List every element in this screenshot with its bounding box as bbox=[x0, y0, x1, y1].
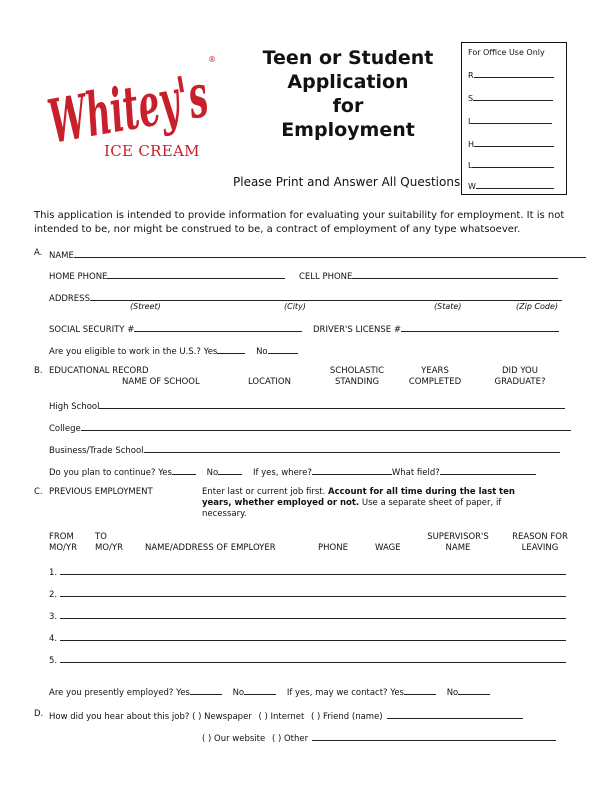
employment-row: 2. bbox=[49, 587, 566, 600]
office-row-i: I bbox=[468, 115, 552, 126]
friend-name-field[interactable] bbox=[387, 709, 523, 719]
cell-phone-row: CELL PHONE bbox=[299, 269, 558, 282]
hear-about-row-2 bbox=[202, 731, 556, 744]
license-row: DRIVER'S LICENSE # bbox=[313, 322, 559, 335]
license-field[interactable] bbox=[401, 322, 559, 332]
office-row-h: H bbox=[468, 138, 554, 149]
years-header: YEARS COMPLETED bbox=[408, 366, 462, 387]
office-row-l: L bbox=[468, 159, 554, 170]
eligible-no-field[interactable] bbox=[268, 344, 298, 354]
name-row: NAME bbox=[49, 248, 586, 261]
website-option[interactable]: ( ) Our website bbox=[202, 734, 266, 744]
address-field[interactable] bbox=[90, 291, 562, 301]
employment-row: 4. bbox=[49, 631, 566, 644]
newspaper-option[interactable]: ( ) Newspaper bbox=[192, 712, 252, 722]
educational-record-label: EDUCATIONAL RECORD bbox=[49, 366, 149, 376]
business-field[interactable] bbox=[144, 443, 560, 453]
previous-employment-label: PREVIOUS EMPLOYMENT bbox=[49, 487, 153, 497]
employment-line[interactable] bbox=[60, 653, 566, 663]
other-option[interactable]: ( ) Other bbox=[271, 734, 309, 744]
employer-header: NAME/ADDRESS OF EMPLOYER bbox=[145, 543, 276, 553]
eligible-row: Are you eligible to work in the U.S.? Yes No bbox=[49, 344, 298, 357]
employment-line[interactable] bbox=[60, 609, 566, 619]
presently-employed-row: Are you presently employed? Yes No If yes, may we contact? Yes No bbox=[49, 685, 490, 698]
eligible-yes-field[interactable] bbox=[217, 344, 245, 354]
what-field-field[interactable] bbox=[440, 465, 536, 475]
ssn-field[interactable] bbox=[134, 322, 302, 332]
address-row: ADDRESS bbox=[49, 291, 562, 304]
title-line-1: Teen or Student bbox=[262, 47, 434, 69]
office-s-line[interactable] bbox=[473, 92, 553, 101]
section-b-letter: B. bbox=[34, 366, 43, 376]
hear-about-row: How did you hear about this job? ( ) Newspaper ( ) Internet ( ) Friend (name) bbox=[49, 709, 523, 722]
employment-line[interactable] bbox=[60, 565, 566, 575]
school-name-header: NAME OF SCHOOL bbox=[122, 377, 200, 387]
presently-yes-field[interactable] bbox=[190, 685, 222, 695]
supervisor-header: SUPERVISOR'S NAME bbox=[427, 532, 489, 553]
friend-option[interactable]: ( ) Friend (name) bbox=[311, 712, 383, 722]
office-use-box bbox=[461, 42, 567, 195]
form-subtitle: Please Print and Answer All Questions bbox=[233, 175, 461, 189]
office-row-w: W bbox=[468, 180, 554, 191]
other-field[interactable] bbox=[312, 731, 556, 741]
registered-mark: ® bbox=[208, 55, 216, 64]
office-i-line[interactable] bbox=[470, 115, 552, 124]
title-line-2: Application bbox=[287, 71, 409, 93]
logo-brand-text: Whitey's bbox=[44, 48, 220, 158]
wage-header: WAGE bbox=[375, 543, 401, 553]
employment-row: 1. bbox=[49, 565, 566, 578]
college-field[interactable] bbox=[81, 421, 571, 431]
office-w-line[interactable] bbox=[476, 180, 554, 189]
from-header: FROM MO/YR bbox=[49, 532, 77, 553]
city-caption: (City) bbox=[284, 302, 306, 311]
home-phone-field[interactable] bbox=[107, 269, 285, 279]
reason-header: REASON FOR LEAVING bbox=[512, 532, 568, 553]
title-line-4: Employment bbox=[281, 119, 415, 141]
business-row: Business/Trade School bbox=[49, 443, 560, 456]
scholastic-header: SCHOLASTIC STANDING bbox=[329, 366, 385, 387]
where-field[interactable] bbox=[312, 465, 392, 475]
presently-no-field[interactable] bbox=[244, 685, 276, 695]
high-school-field[interactable] bbox=[99, 399, 565, 409]
office-r-line[interactable] bbox=[474, 69, 554, 78]
cell-phone-field[interactable] bbox=[352, 269, 558, 279]
phone-header: PHONE bbox=[318, 543, 348, 553]
college-row: College bbox=[49, 421, 571, 434]
continue-yes-field[interactable] bbox=[172, 465, 196, 475]
contact-no-field[interactable] bbox=[458, 685, 490, 695]
employment-line[interactable] bbox=[60, 587, 566, 597]
office-l-line[interactable] bbox=[472, 159, 554, 168]
office-row-s: S bbox=[468, 92, 553, 103]
home-phone-row: HOME PHONE bbox=[49, 269, 285, 282]
title-line-3: for bbox=[332, 95, 364, 117]
section-a-letter: A. bbox=[34, 248, 43, 258]
street-caption: (Street) bbox=[130, 302, 161, 311]
location-header: LOCATION bbox=[248, 377, 291, 387]
section-d-letter: D. bbox=[34, 709, 44, 719]
employment-instructions: Enter last or current job first. Account for all time during the last ten years, whether employed or not. Use a separate sheet of paper, if necessary. bbox=[202, 487, 515, 519]
office-use-header: For Office Use Only bbox=[468, 48, 545, 57]
form-title bbox=[258, 46, 438, 142]
contact-yes-field[interactable] bbox=[404, 685, 436, 695]
office-h-line[interactable] bbox=[474, 138, 554, 147]
to-header: TO MO/YR bbox=[95, 532, 123, 553]
internet-option[interactable]: ( ) Internet bbox=[258, 712, 305, 722]
zip-caption: (Zip Code) bbox=[516, 302, 559, 311]
employment-line[interactable] bbox=[60, 631, 566, 641]
name-field[interactable] bbox=[74, 248, 586, 258]
office-row-r: R bbox=[468, 69, 554, 80]
whiteys-logo bbox=[44, 48, 220, 166]
continue-row: Do you plan to continue? Yes No If yes, where? What field? bbox=[49, 465, 536, 478]
high-school-row: High School bbox=[49, 399, 565, 412]
section-c-letter: C. bbox=[34, 487, 43, 497]
graduate-header: DID YOU GRADUATE? bbox=[494, 366, 546, 387]
ssn-row: SOCIAL SECURITY # bbox=[49, 322, 302, 335]
employment-row: 5. bbox=[49, 653, 566, 666]
employment-row: 3. bbox=[49, 609, 566, 622]
intro-paragraph: This application is intended to provide information for evaluating your suitability for employment. It is not intended to be, nor might be construed to be, a contract of employment of any type whatsoever. bbox=[34, 210, 565, 235]
logo-subtitle: ICE CREAM bbox=[104, 142, 200, 160]
continue-no-field[interactable] bbox=[218, 465, 242, 475]
state-caption: (State) bbox=[434, 302, 462, 311]
